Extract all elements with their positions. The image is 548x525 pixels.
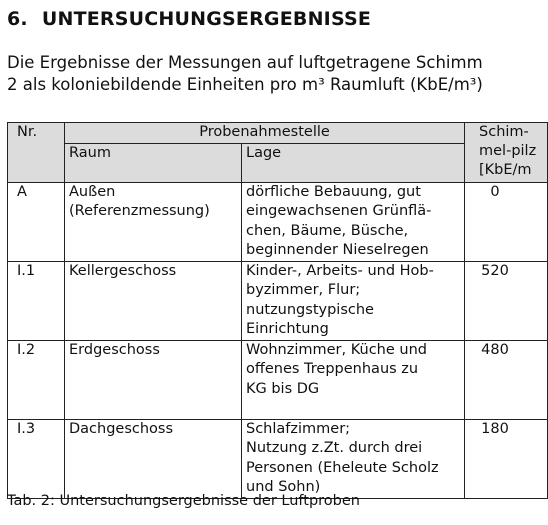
section-heading <box>7 8 371 30</box>
header-value-line-1: Schim- <box>479 124 529 140</box>
lage-line: Personen (Eheleute Scholz <box>246 459 439 476</box>
cell-raum <box>65 182 242 261</box>
cell-nr: I.1 <box>8 261 65 340</box>
header-lage: Lage <box>242 143 465 182</box>
cell-value: 480 <box>465 340 548 419</box>
lage-line: offenes Treppenhaus zu <box>246 361 419 377</box>
header-nr: Nr. <box>8 123 65 183</box>
raum-line: Außen <box>69 183 116 200</box>
lage-line: KG bis DG <box>246 380 320 397</box>
cell-nr: I.3 <box>8 419 65 498</box>
table-header-row <box>8 123 548 144</box>
table-row <box>8 340 548 419</box>
results-table <box>7 122 548 499</box>
cell-raum <box>65 261 242 340</box>
section-number: 6. <box>7 8 28 30</box>
lage-line: chen, Bäume, Büsche, <box>246 222 409 239</box>
header-value-line-3: [KbE/m <box>479 162 532 178</box>
cell-value: 180 <box>465 419 548 498</box>
intro-paragraph <box>7 52 537 96</box>
intro-line-2: 2 als koloniebildende Einheiten pro m³ Raumluft (KbE/m³) <box>7 75 483 94</box>
lage-line: eingewachsenen Grünflä- <box>246 203 432 219</box>
raum-line: Dachgeschoss <box>69 420 174 437</box>
table-row <box>8 419 548 498</box>
raum-line: Kellergeschoss <box>69 262 177 279</box>
raum-line: (Referenzmessung) <box>69 203 210 219</box>
cell-lage <box>242 182 465 261</box>
cell-nr: A <box>8 182 65 261</box>
cell-lage <box>242 340 465 419</box>
lage-line: Einrichtung <box>246 321 329 337</box>
lage-line: nutzungstypische <box>246 301 374 318</box>
cell-value: 520 <box>465 261 548 340</box>
cell-lage <box>242 261 465 340</box>
cell-value: 0 <box>465 182 548 261</box>
cell-raum <box>65 419 242 498</box>
cell-nr: I.2 <box>8 340 65 419</box>
lage-line: beginnender Nieselregen <box>246 242 429 258</box>
lage-line: Schlafzimmer; <box>246 420 351 437</box>
intro-line-1: Die Ergebnisse der Messungen auf luftgetragene Schimm <box>7 53 483 72</box>
cell-raum <box>65 340 242 419</box>
lage-line: dörfliche Bebauung, gut <box>246 183 421 200</box>
section-title: UNTERSUCHUNGSERGEBNISSE <box>41 8 372 30</box>
table-row <box>8 182 548 261</box>
lage-line: byzimmer, Flur; <box>246 282 361 298</box>
lage-line: Nutzung z.Zt. durch drei <box>246 440 423 456</box>
header-value-line-2: mel-pilz <box>479 143 537 159</box>
header-raum: Raum <box>65 143 242 182</box>
raum-line: Erdgeschoss <box>69 341 160 358</box>
lage-line: Wohnzimmer, Küche und <box>246 341 427 358</box>
cell-lage <box>242 419 465 498</box>
table-caption: Tab. 2: Untersuchungsergebnisse der Luftproben <box>7 493 360 509</box>
table-row <box>8 261 548 340</box>
lage-line: Kinder-, Arbeits- und Hob- <box>246 262 434 279</box>
header-probenahmestelle: Probenahmestelle <box>65 123 465 144</box>
header-value <box>465 123 548 183</box>
lage-line: und Sohn) <box>246 479 321 495</box>
